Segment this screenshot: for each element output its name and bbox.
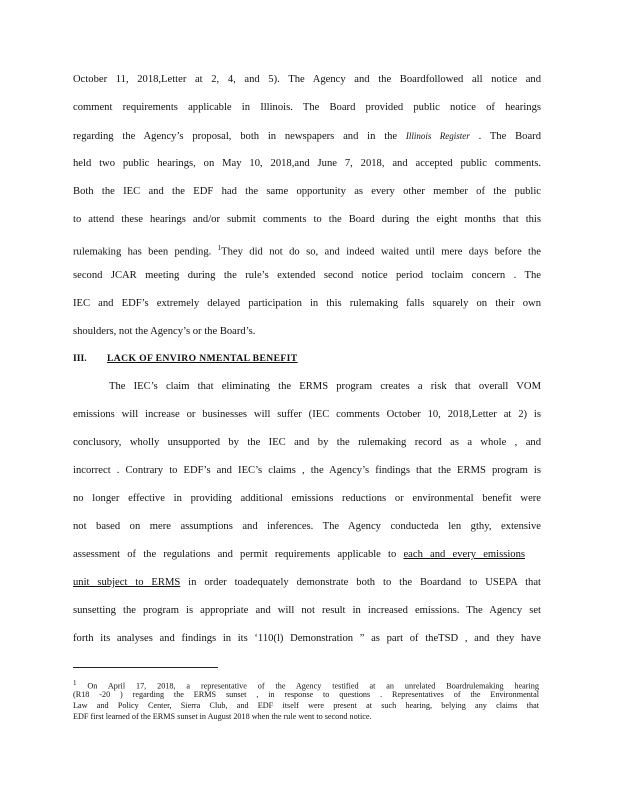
- illinois-register-citation: Illinois Register: [405, 131, 470, 141]
- section-line-8-underlined: unit subject to ERMS: [73, 577, 181, 588]
- section-line-7: [73, 548, 525, 562]
- body-line-10: shoulders, not the Agency’s or the Board’s.: [73, 326, 256, 337]
- section-line-4: incorrect . Contrary to EDF’s and IEC’s claims , the Agency’s findings that the ERMS program is: [73, 465, 541, 476]
- footnote-line-2: (R18 -20 ) regarding the ERMS sunset , in response to questions . Representatives of the Environmental: [73, 690, 539, 699]
- section-line-8: [73, 576, 541, 590]
- footnote-reference: 1: [217, 244, 222, 252]
- footnote-line-1-text: On April 17, 2018, a representative of the Agency testified at an unrelated Boardrulemaking hearing: [76, 681, 539, 691]
- body-line-7: [73, 241, 541, 260]
- body-line-4: held two public hearings, on May 10, 2018,and June 7, 2018, and accepted public comments.: [73, 158, 541, 169]
- section-line-7-text: assessment of the regulations and permit requirements applicable to: [73, 549, 404, 560]
- section-line-10: forth its analyses and findings in its ‘110(l) Demonstration ” as part of theTSD , and they have: [73, 633, 541, 644]
- body-line-7-text: rulemaking has been pending.: [73, 246, 218, 258]
- body-line-7-end: They did not do so, and indeed waited until mere days before the: [221, 246, 541, 258]
- section-line-8-text: in order toadequately demonstrate both to the Boardand to USEPA that: [180, 577, 541, 588]
- section-line-7-underlined: each and every emissions: [403, 549, 525, 560]
- footnote-marker: 1: [73, 679, 77, 687]
- section-title: LACK OF ENVIRO NMENTAL BENEFIT: [107, 353, 298, 364]
- footnote-line-3: Law and Policy Center, Sierra Club, and EDF itself were present at such hearing, belying any claims that: [73, 701, 539, 710]
- body-line-3-text: regarding the Agency’s proposal, both in newspapers and in the: [73, 131, 406, 142]
- body-line-3-end: . The Board: [469, 131, 541, 142]
- body-line-5: Both the IEC and the EDF had the same opportunity as every other member of the public: [73, 186, 541, 197]
- section-line-3: conclusory, wholly unsupported by the IEC and by the rulemaking record as a whole , and: [73, 437, 541, 448]
- body-line-3: [73, 129, 541, 144]
- section-line-5: no longer effective in providing additional emissions reductions or environmental benefit were: [73, 493, 541, 504]
- section-line-6: not based on mere assumptions and inferences. The Agency conducteda len gthy, extensive: [73, 521, 541, 532]
- body-line-8: second JCAR meeting during the rule’s extended second notice period toclaim concern . The: [73, 270, 541, 281]
- section-line-9: sunsetting the program is appropriate and will not result in increased emissions. The Agency set: [73, 605, 541, 616]
- body-line-6: to attend these hearings and/or submit comments to the Board during the eight months that this: [73, 214, 541, 225]
- footnote-separator: [73, 667, 218, 668]
- section-line-1: The IEC’s claim that eliminating the ERMS program creates a risk that overall VOM: [109, 381, 541, 392]
- body-line-1: October 11, 2018,Letter at 2, 4, and 5). The Agency and the Boardfollowed all notice and: [73, 74, 541, 85]
- section-line-2: emissions will increase or businesses will suffer (IEC comments October 10, 2018,Letter at 2) is: [73, 409, 541, 420]
- section-heading: [73, 353, 298, 364]
- section-number: III.: [73, 353, 87, 364]
- body-line-2: comment requirements applicable in Illinois. The Board provided public notice of hearings: [73, 102, 541, 113]
- footnote-line-4: EDF first learned of the ERMS sunset in August 2018 when the rule went to second notice.: [73, 712, 372, 721]
- body-line-9: IEC and EDF’s extremely delayed participation in this rulemaking falls squarely on their own: [73, 298, 541, 309]
